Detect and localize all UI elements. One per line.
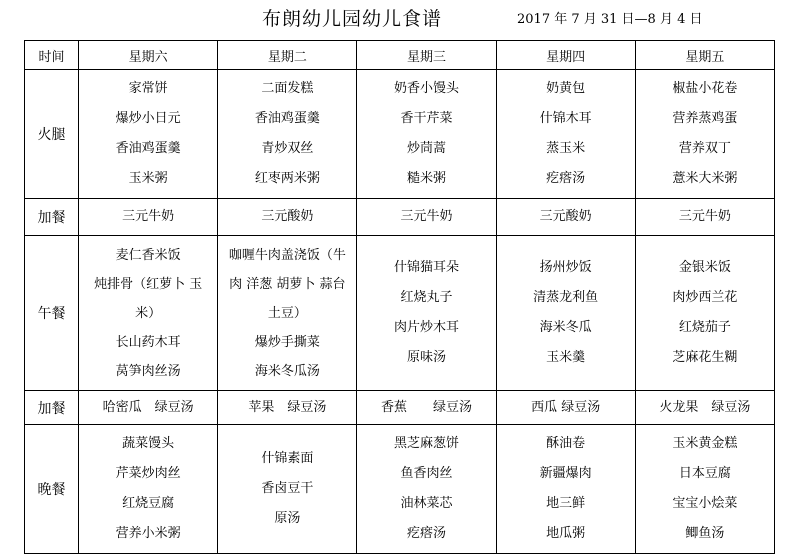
dish-item: 玉米黄金糕 <box>672 436 738 451</box>
dish-item: 蒸玉米 <box>546 141 586 156</box>
meal-row-dinner <box>25 425 775 554</box>
dish-item: 奶香小馒头 <box>393 81 459 96</box>
menu-cell <box>218 236 357 391</box>
day-header: 星期六 <box>79 41 218 70</box>
dish-item: 三元牛奶 <box>678 209 731 224</box>
dish-item: 麦仁香米饭 <box>115 247 181 263</box>
dish-item: 西瓜 绿豆汤 <box>531 399 601 415</box>
meal-label: 加餐 <box>25 199 79 236</box>
menu-cell <box>218 425 357 554</box>
dish-item: 红烧豆腐 <box>122 496 175 511</box>
dish-item: 扬州炒饭 <box>539 260 592 275</box>
dish-item: 香卤豆干 <box>261 481 314 496</box>
menu-cell <box>357 236 496 391</box>
menu-cell <box>357 391 496 425</box>
menu-cell <box>635 199 774 236</box>
dish-item: 二面发糕 <box>261 81 314 96</box>
dish-item: 爆炒手撕菜 <box>254 334 320 350</box>
dish-item: 炖排骨（红萝卜 玉米） <box>94 276 203 321</box>
dish-item: 三元酸奶 <box>261 209 314 224</box>
menu-cell <box>635 425 774 554</box>
dish-item: 红烧茄子 <box>678 320 731 335</box>
menu-title: 布朗幼儿园幼儿食谱 <box>262 8 443 30</box>
dish-item: 宝宝小烩菜 <box>672 496 738 511</box>
dish-item: 红烧丸子 <box>400 290 453 305</box>
dish-item: 苹果 绿豆汤 <box>248 399 327 415</box>
dish-item: 地瓜粥 <box>546 526 586 541</box>
menu-cell <box>79 199 218 236</box>
dish-item: 咖喱牛肉盖浇饭（牛肉 洋葱 胡萝卜 蒜台 土豆） <box>228 247 346 321</box>
dish-item: 糙米粥 <box>406 171 446 186</box>
dish-item: 什锦猫耳朵 <box>393 260 459 275</box>
dish-item: 芝麻花生糊 <box>672 350 738 365</box>
meal-label: 晚餐 <box>25 425 79 554</box>
dish-item: 三元牛奶 <box>400 209 453 224</box>
day-header: 星期二 <box>218 41 357 70</box>
dish-item: 金银米饭 <box>678 260 731 275</box>
day-header: 星期五 <box>635 41 774 70</box>
dish-item: 芹菜炒肉丝 <box>115 466 181 481</box>
dish-item: 红枣两米粥 <box>254 171 320 186</box>
meal-row-snack-afternoon <box>25 391 775 425</box>
dish-item: 黑芝麻葱饼 <box>393 436 459 451</box>
menu-cell <box>496 199 635 236</box>
dish-item: 清蒸龙利鱼 <box>533 290 599 305</box>
dish-item: 营养双丁 <box>678 141 731 156</box>
dish-item: 营养小米粥 <box>115 526 181 541</box>
meal-label: 午餐 <box>25 236 79 391</box>
menu-cell <box>635 236 774 391</box>
dish-item: 奶黄包 <box>546 81 586 96</box>
dish-item: 香干芹菜 <box>400 111 453 126</box>
menu-cell <box>79 70 218 199</box>
date-range: 2017 年 7 月 31 日—8 月 4 日 <box>517 12 703 27</box>
menu-cell <box>357 425 496 554</box>
meal-row-lunch <box>25 236 775 391</box>
menu-cell <box>496 236 635 391</box>
dish-item: 香油鸡蛋羹 <box>254 111 320 126</box>
day-header: 星期三 <box>357 41 496 70</box>
dish-item: 日本豆腐 <box>678 466 731 481</box>
dish-item: 疙瘩汤 <box>546 171 586 186</box>
dish-item: 玉米粥 <box>128 171 168 186</box>
menu-cell <box>79 391 218 425</box>
dish-item: 莴笋肉丝汤 <box>115 363 181 379</box>
menu-cell <box>357 199 496 236</box>
menu-cell <box>79 425 218 554</box>
dish-item: 香油鸡蛋羹 <box>115 141 181 156</box>
dish-item: 原味汤 <box>406 350 446 365</box>
dish-item: 地三鲜 <box>546 496 586 511</box>
dish-item: 三元牛奶 <box>122 209 175 224</box>
dish-item: 香蕉 绿豆汤 <box>380 399 472 415</box>
dish-item: 肉片炒木耳 <box>393 320 459 335</box>
dish-item: 三元酸奶 <box>539 209 592 224</box>
dish-item: 什锦素面 <box>261 451 314 466</box>
meal-label: 火腿 <box>25 70 79 199</box>
dish-item: 营养蒸鸡蛋 <box>672 111 738 126</box>
dish-item: 家常饼 <box>128 81 168 96</box>
header-row <box>25 41 775 70</box>
dish-item: 爆炒小日元 <box>115 111 181 126</box>
page-header <box>0 0 794 40</box>
dish-item: 疙瘩汤 <box>406 526 446 541</box>
dish-item: 什锦木耳 <box>539 111 592 126</box>
dish-item: 酥油卷 <box>546 436 586 451</box>
dish-item: 肉炒西兰花 <box>672 290 738 305</box>
dish-item: 新疆爆肉 <box>539 466 592 481</box>
dish-item: 哈密瓜 绿豆汤 <box>102 399 194 415</box>
dish-item: 鱼香肉丝 <box>400 466 453 481</box>
meal-label: 加餐 <box>25 391 79 425</box>
menu-cell <box>496 425 635 554</box>
dish-item: 玉米羹 <box>546 350 586 365</box>
dish-item: 海米冬瓜 <box>539 320 592 335</box>
menu-cell <box>79 236 218 391</box>
dish-item: 长山药木耳 <box>115 334 181 350</box>
dish-item: 原汤 <box>274 511 301 526</box>
menu-cell <box>357 70 496 199</box>
dish-item: 油林菜芯 <box>400 496 453 511</box>
menu-cell <box>218 199 357 236</box>
menu-cell <box>635 70 774 199</box>
corner-label: 时间 <box>25 41 79 70</box>
dish-item: 椒盐小花卷 <box>672 81 738 96</box>
menu-cell <box>218 391 357 425</box>
dish-item: 鲫鱼汤 <box>685 526 725 541</box>
menu-cell <box>635 391 774 425</box>
menu-cell <box>496 70 635 199</box>
dish-item: 海米冬瓜汤 <box>254 363 320 379</box>
dish-item: 蔬菜馒头 <box>122 436 175 451</box>
day-header: 星期四 <box>496 41 635 70</box>
dish-item: 青炒双丝 <box>261 141 314 156</box>
meal-row-snack-morning <box>25 199 775 236</box>
meal-row-breakfast <box>25 70 775 199</box>
menu-cell <box>496 391 635 425</box>
dish-item: 火龙果 绿豆汤 <box>659 399 751 415</box>
weekly-menu-table <box>24 40 775 554</box>
menu-cell <box>218 70 357 199</box>
dish-item: 薏米大米粥 <box>672 171 738 186</box>
dish-item: 炒茼蒿 <box>406 141 446 156</box>
